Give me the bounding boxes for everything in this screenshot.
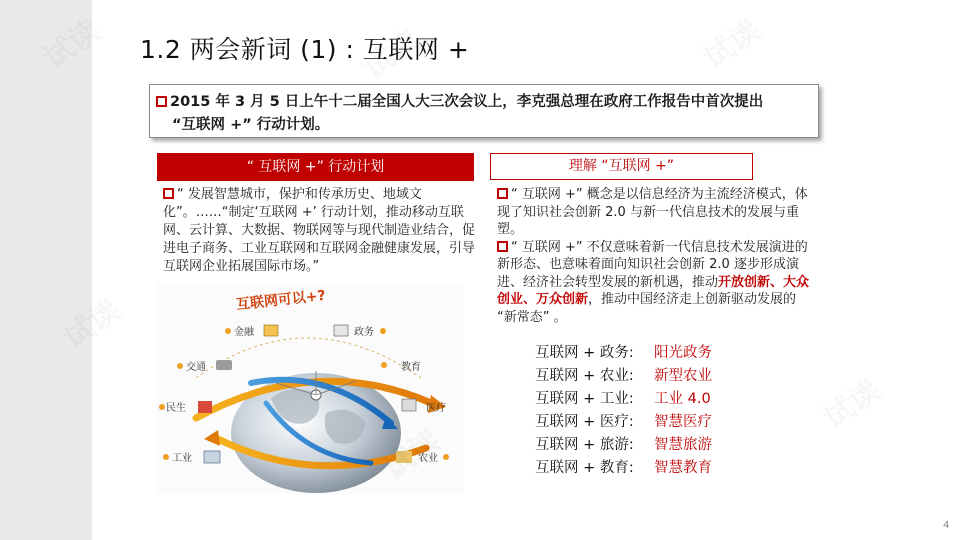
highlight-separator: 、 — [523, 292, 537, 307]
internet-plus-diagram — [156, 283, 463, 494]
intro-box — [149, 84, 819, 138]
finance-icon — [264, 325, 278, 336]
bullet-icon — [497, 241, 508, 252]
list-value: 智慧教育 — [654, 460, 712, 476]
right-panel-body — [497, 186, 813, 326]
watermark — [693, 7, 767, 77]
right-para-2-text: “ 互联网 +” 不仅意味着新一代信息技术发展演进的新形态、也意味着面向知识社会创新 2.0 逐步形成演进、经济社会转型发展的新机遇，推动 — [497, 239, 808, 290]
list-key: 互联网 + 旅游: — [535, 437, 634, 453]
government-icon — [334, 325, 348, 336]
right-para-2 — [497, 239, 813, 327]
medical-icon — [402, 399, 416, 411]
list-value: 工业 4.0 — [654, 391, 711, 407]
highlight-mass-innovation: 万众创新 — [536, 292, 589, 307]
intro-line-1: 2015 年 3 月 5 日上午十二届全国人大三次会议上，李克强总理在政府工作报告中首次提出 — [170, 94, 764, 110]
right-panel-header: 理解 “互联网 +” — [490, 153, 753, 180]
left-body-text: “ 发展智慧城市，保护和传承历史、地域文化”。……“制定‘互联网 +’ 行动计划，推动移动互联网、云计算、大数据、物联网等与现代制造业结合，促进电子商务、工业互联网和互联网金融健康发展，引导互联网企业拓展国际市场。” — [163, 187, 476, 274]
list-key: 互联网 + 教育: — [535, 460, 634, 476]
highlight-separator: 、 — [770, 274, 784, 290]
label-finance: 金融 — [234, 327, 254, 338]
dot-icon — [380, 328, 386, 334]
list-value: 新型农业 — [654, 368, 712, 384]
transport-icon — [216, 360, 232, 370]
dot-icon — [163, 454, 169, 460]
highlight-mass-entrepreneurship: 大众创业 — [497, 274, 810, 307]
highlight-open-innovation: 开放创新 — [718, 274, 771, 290]
label-education: 教育 — [401, 362, 421, 373]
slide-title: 1.2 两会新词 (1) : 互联网 + — [140, 35, 470, 64]
watermark — [813, 367, 887, 437]
dot-icon — [159, 404, 165, 410]
bullet-icon — [163, 188, 174, 199]
industry-icon — [204, 451, 220, 463]
intro-line-2: “互联网 +” 行动计划。 — [172, 117, 330, 133]
list-value: 阳光政务 — [654, 345, 712, 361]
list-value: 智慧医疗 — [654, 414, 712, 430]
page-number: 4 — [943, 520, 950, 531]
left-panel-header: “ 互联网 +” 行动计划 — [157, 153, 474, 181]
livelihood-icon — [198, 401, 212, 413]
dot-icon — [381, 362, 387, 368]
list-key: 互联网 + 政务: — [535, 345, 634, 361]
right-para-1 — [497, 186, 813, 239]
left-panel-body — [163, 186, 475, 276]
diagram-title: 互联网可以+? — [235, 287, 327, 314]
list-key: 互联网 + 农业: — [535, 368, 634, 384]
label-agriculture: 农业 — [418, 453, 438, 464]
agriculture-icon — [396, 451, 412, 463]
right-para-2-end: ，推动中国经济走上创新驱动发展的 “新常态” 。 — [497, 292, 797, 325]
right-para-1-text: “ 互联网 +” 概念是以信息经济为主流经济模式，体现了知识社会创新 2.0 与新一代信息技术的发展与重塑。 — [497, 187, 808, 237]
label-industry: 工业 — [172, 453, 192, 464]
bullet-icon — [156, 96, 167, 107]
dot-icon — [443, 454, 449, 460]
dot-icon — [177, 363, 183, 369]
list-key: 互联网 + 工业: — [535, 391, 634, 407]
label-government: 政务 — [354, 327, 374, 338]
label-livelihood: 民生 — [166, 403, 186, 414]
label-medical: 医疗 — [426, 403, 446, 414]
list-value: 智慧旅游 — [654, 437, 712, 453]
list-key: 互联网 + 医疗: — [535, 414, 634, 430]
label-transport: 交通 — [186, 362, 206, 373]
bullet-icon — [497, 188, 508, 199]
dot-icon — [225, 328, 231, 334]
left-bar — [0, 0, 92, 540]
